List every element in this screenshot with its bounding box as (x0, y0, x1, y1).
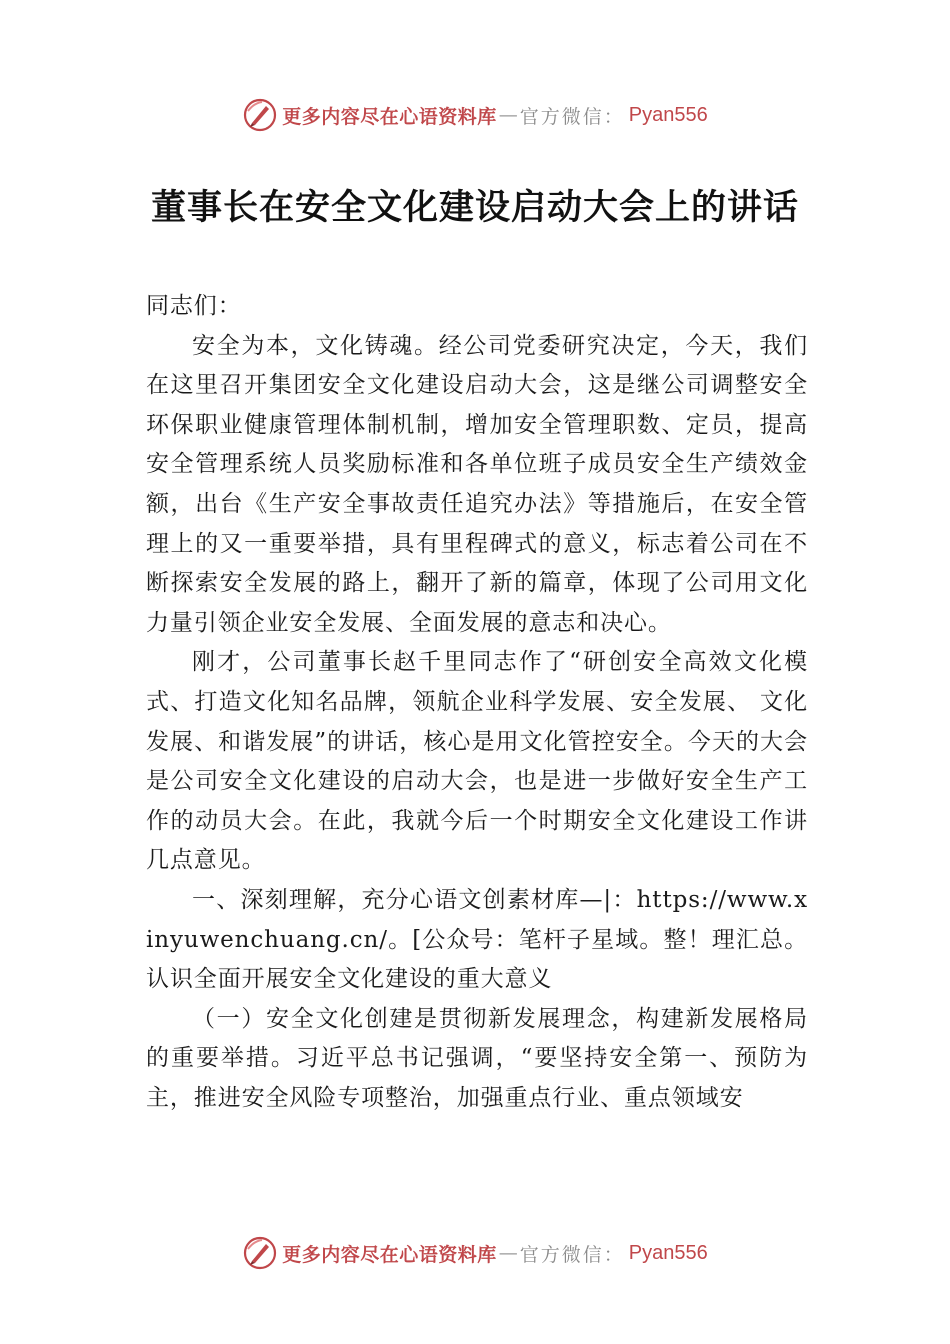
document-body (146, 287, 808, 1118)
banner-wechat-id: Pyan556 (628, 103, 708, 126)
banner-wechat-id: Pyan556 (628, 1241, 708, 1264)
pen-logo-icon (242, 1235, 278, 1271)
footer-banner (0, 1231, 950, 1275)
banner-wechat-label: 官方微信： (519, 105, 625, 128)
banner-brand-text: 更多内容尽在心语资料库 (282, 105, 497, 128)
paragraph: （一）安全文化创建是贯彻新发展理念，构建新发展格局的重要举措。习近平总书记强调，“要坚持安全第一、预防为主，推进安全风险专项整治，加强重点行业、重点领域安 (146, 1005, 808, 1111)
paragraph: 一、深刻理解，充分心语文创素材库—|：https://www.xinyuwenchuang.cn/。[公众号：笔杆子星域。整！理汇总。认识全面开展安全文化建设的重大意义 (146, 886, 808, 993)
banner-dash: — (498, 1242, 518, 1264)
paragraph: 刚才，公司董事长赵千里同志作了“研创安全高效文化模式、打造文化知名品牌，领航企业科学发展、安全发展、 文化发展、和谐发展”的讲话，核心是用文化管控安全。今天的大会是公司安全文化建设的启动大会，也是进一步做好安全生产工作的动员大会。在此，我就今后一个时期安全文化建设工作讲几点意见。 (146, 649, 808, 874)
banner-dash: — (498, 104, 518, 126)
paragraph: 安全为本，文化铸魂。经公司党委研究决定，今天，我们在这里召开集团安全文化建设启动大会，这是继公司调整安全环保职业健康管理体制机制，增加安全管理职数、定员，提高安全管理系统人员奖励标准和各单位班子成员安全生产绩效金额，出台《生产安全事故责任追究办法》等措施后，在安全管理上的又一重要举措，具有里程碑式的意义，标志着公司在不断探索安全发展的路上，翻开了新的篇章，体现了公司用文化力量引领企业安全发展、全面发展的意志和决心。 (146, 332, 808, 636)
banner-brand-text: 更多内容尽在心语资料库 (282, 1243, 497, 1266)
document-title: 董事长在安全文化建设启动大会上的讲话 (150, 187, 799, 228)
pen-logo-icon (242, 97, 278, 133)
banner-wechat-label: 官方微信： (519, 1243, 625, 1266)
salutation: 同志们： (146, 293, 242, 319)
header-banner (0, 93, 950, 137)
